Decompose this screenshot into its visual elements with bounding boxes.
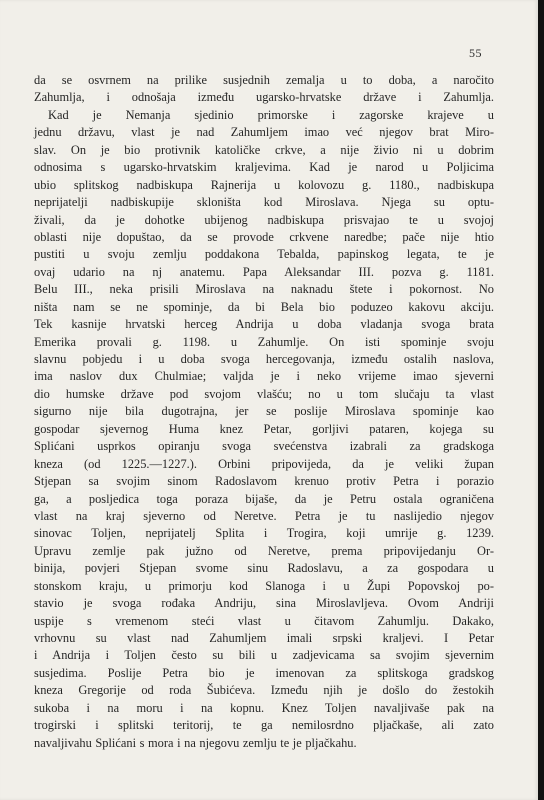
text-line: sinovac Toljen, neprijatelj Splita i Trogira, koji umrije g. 1239. (34, 526, 494, 541)
text-line: trogirski i splitski teritorij, te ga nemilosrdno pljačkaše, ali zato (34, 718, 494, 733)
text-line: sukoba i na moru i na kopnu. Knez Toljen navaljivaše pak na (34, 700, 494, 715)
text-line: dio humske države pod svojom vlašću; no u tom slučaju ta vlast (34, 386, 494, 401)
text-line: sigurno nije bila dugotrajna, jer se poslije Miroslava spominje kao (34, 404, 494, 419)
text-line: jednu državu, vlast je nad Zahumljem imao već njegov brat Miro- (34, 125, 494, 140)
text-line: oblasti nije dopuštao, da se provode crkvene naredbe; pače nije htio (34, 229, 494, 244)
text-line: Emerika provali g. 1198. u Zahumlje. On isti spominje svoju (34, 334, 494, 349)
text-line: Belu III., neka prisili Miroslava na naknadu štete i pokornost. No (34, 282, 494, 297)
text-line: uspije s vremenom steći vlast u čitavom Zahumlju. Dakako, (34, 613, 494, 628)
text-line: živali, da je dohotke ubijenog nadbiskupa prisvajao te u svojoj (34, 212, 494, 227)
body-text (34, 72, 494, 752)
text-line: slav. On je bio protivnik katoličke crkve, a nije živio ni u dobrim (34, 142, 494, 157)
text-line: ništa nam se ne spominje, da bi Bela bio poduzeo kakovu akciju. (34, 299, 494, 314)
text-line: vlast na kraj sjeverno od Neretve. Petra je tu naslijedio njegov (34, 508, 494, 523)
text-line: stavio je svoga rođaka Andriju, sina Miroslavljeva. Ovom Andriji (34, 596, 494, 611)
text-line: kneza Gregorije od roda Šubićeva. Između njih je došlo do žestokih (34, 683, 494, 698)
text-line: Kad je Nemanja sjedinio primorske i zagorske krajeve u (48, 107, 494, 122)
text-line: i Andrija i Toljen često su bili u zadjevicama sa svojim sjevernim (34, 648, 494, 663)
text-line: Zahumlja, i odnošaja između ugarsko-hrvatske države i Zahumlja. (34, 90, 494, 105)
text-line: slavnu pobjedu i u doba svoga hercegovanja, između ostalih naslova, (34, 352, 494, 366)
text-line: Tek kasnije hrvatski herceg Andrija u doba vladanja svoga brata (34, 317, 494, 332)
page-edge-shadow (538, 0, 544, 800)
text-line: Upravu zemlje pak južno od Neretve, prema pripovijedanju Or- (34, 543, 494, 558)
text-line: ga, a posljedica toga poraza bijaše, da je Petru ostala ograničena (34, 491, 494, 506)
text-line: gospodar sjevernog Huma knez Petar, gorljivi pataren, kojega su (34, 421, 494, 436)
page-number: 55 (469, 46, 482, 60)
text-line: ubio splitskog nadbiskupa Rajnerija u kolovozu g. 1180., nadbiskupa (34, 177, 494, 192)
text-line: navaljivahu Splićani s mora i na njegovu zemlju te je pljačkahu. (34, 735, 357, 750)
text-line: ovaj udario na nj anatemu. Papa Aleksandar III. pozva g. 1181. (34, 264, 494, 279)
text-line: vrhovnu su vlast nad Zahumljem imali srpski kraljevi. I Petar (34, 631, 494, 645)
text-line: pustiti u svoju zemlju poddakona Tebalda, papinskog legata, te je (34, 247, 494, 262)
text-line: odnosima s ugarsko-hrvatskim kraljevima. Kad je narod u Poljicima (34, 160, 494, 175)
text-line: Stjepan sa svojim sinom Radoslavom krenuo protiv Petra i porazio (34, 474, 494, 489)
text-line: kneza (od 1225.—1227.). Orbini pripovijeda, da je veliki župan (34, 456, 494, 471)
text-line: binija, povjeri Stjepan svome sinu Radoslavu, a za gospodara u (34, 561, 494, 576)
text-line: ima naslov dux Chulmiae; valjda je i neko vrijeme imao sjeverni (34, 369, 494, 384)
text-line: neprijatelji nadbiskupije skloništa kod Miroslava. Njega su optu- (34, 195, 494, 210)
text-line: stonskom kraju, u primorju kod Slanoga i u Župi Popovskoj po- (34, 578, 494, 593)
text-line: susjedima. Poslije Petra bio je imenovan za splitskoga gradskog (34, 665, 494, 680)
text-line: Splićani usprkos opiranju svoga svećenstva izabrali za gradskoga (34, 439, 494, 454)
text-line: da se osvrnem na prilike susjednih zemalja u to doba, a naročito (34, 73, 494, 87)
